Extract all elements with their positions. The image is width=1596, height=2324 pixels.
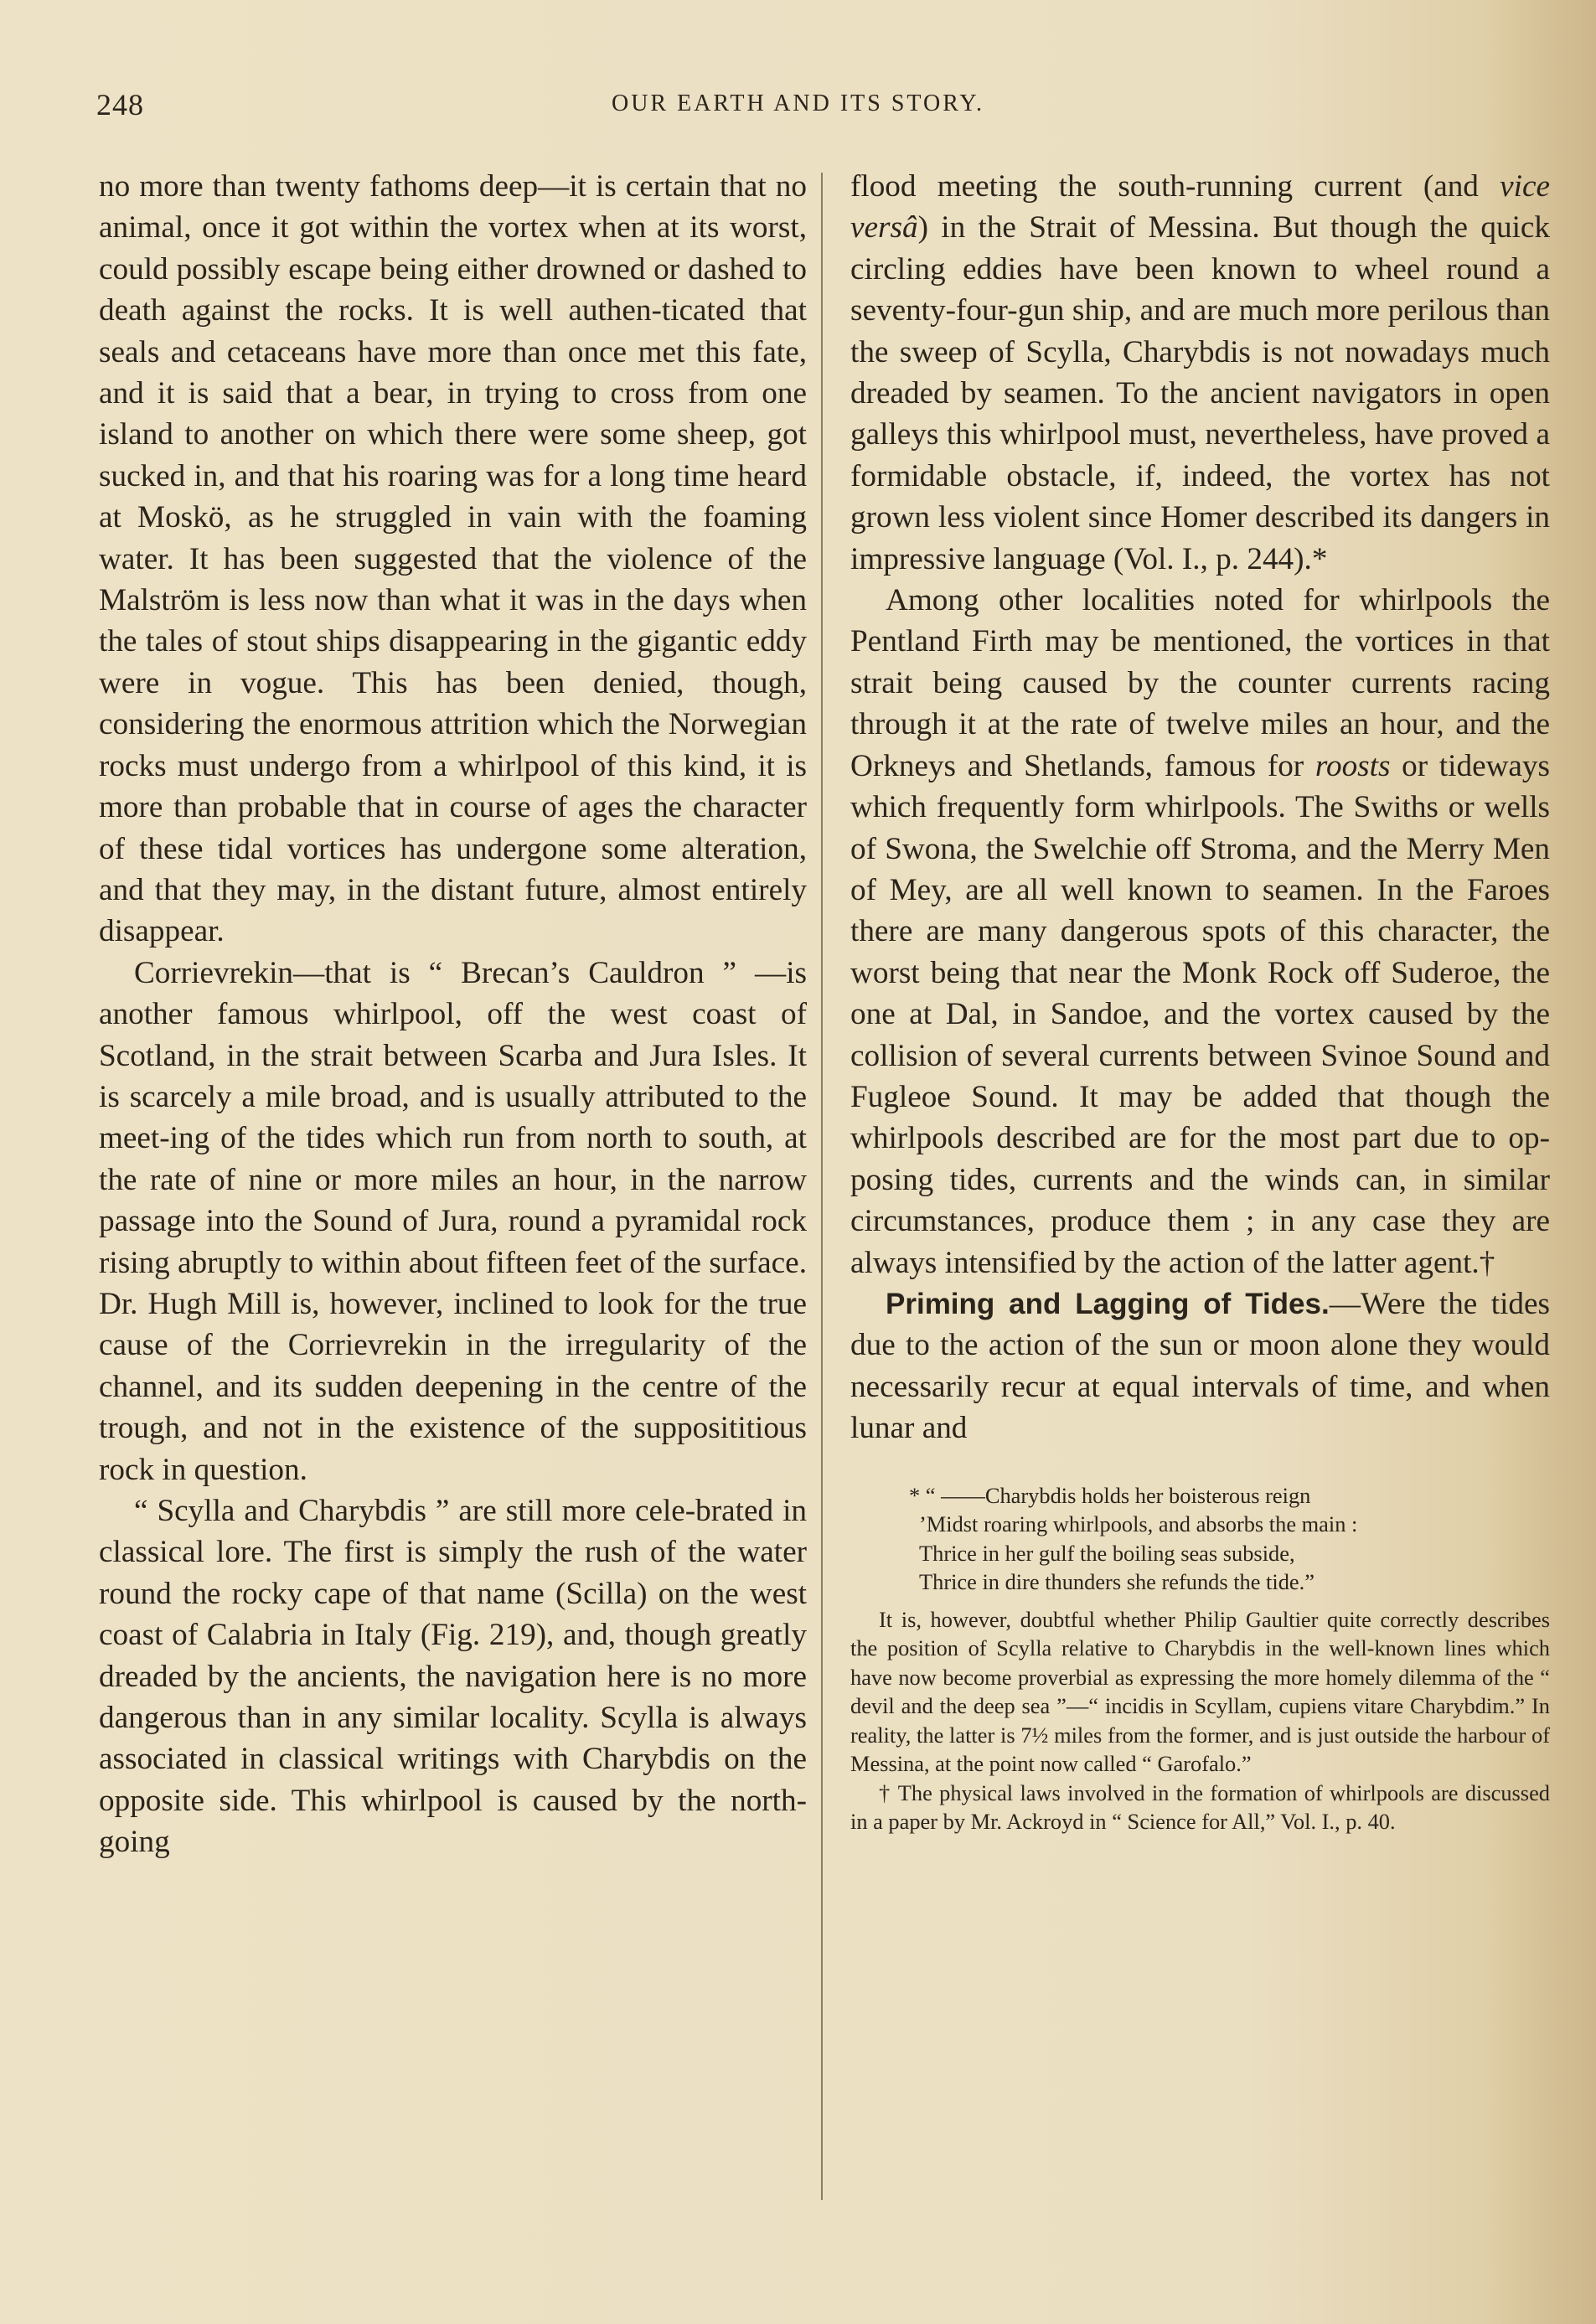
left-column <box>99 166 807 1863</box>
paragraph-other-text-b: or tideways which frequently form whirlpools. The Swiths or wells of Swona, the Swelchie off Stroma, and the Merry Men of Mey, are all well known to seamen. In the Faroes there are many dangerous spots of this character, the worst being that near the Monk Rock off Suderoe, the one at Dal, in Sandoe, and the vortex caused by the collision of several currents between Svinoe Sound and Fugleoe Sound. It may be added that though the whirlpools described are for the most part due to op-posing tides, currents and the winds can, in similar circumstances, produce them ; in any case they are always intensified by the action of the latter agent.† <box>850 748 1551 1280</box>
paragraph-other-italic: roosts <box>1315 748 1391 783</box>
paragraph-malstrom: no more than twenty fathoms deep—it is certain that no animal, once it got within the vortex when at its worst, could possibly escape being either drowned or dashed to death against the rocks. It is well authen-ticated that seals and cetaceans have more than once met this fate, and it is said that a bear, in trying to cross from one island to another on which there were some sheep, got sucked in, and that his roaring was for a long time heard at Moskö, as he struggled in vain with the foaming water. It has been suggested that the violence of the Malström is less now than what it was in the days when the tales of stout ships disappearing in the gigantic eddy were in vogue. This has been denied, though, considering the enormous attrition which the Norwegian rocks must undergo from a whirlpool of this kind, it is more than probable that in course of ages the character of these tidal vortices has undergone some alteration, and that they may, in the distant future, almost entirely disappear. <box>99 169 807 949</box>
paragraph-messina-italic: vice versâ <box>850 169 1550 245</box>
verse-line-2: ’Midst roaring whirlpools, and absorbs the main : <box>919 1511 1358 1537</box>
right-column <box>850 166 1550 1836</box>
footnote-ackroyd: † The physical laws involved in the formation of whirlpools are discussed in a paper by Mr. Ackroyd in “ Science for All,” Vol. I., p. 40. <box>850 1779 1550 1835</box>
paragraph-other-text-a: Among other localities noted for whirlpools the Pentland Firth may be mentioned, the vortices in that strait being caused by the counter currents racing through it at the rate of twelve miles an hour, and the Orkneys and Shetlands, famous for <box>850 583 1550 783</box>
page-header <box>0 80 1596 131</box>
paragraph-messina-text-b: ) in the Strait of Messina. But though the quick circling eddies have been known to wheel round a seventy-four-gun ship, and are much more perilous than the sweep of Scylla, Charybdis is not nowadays much dreaded by seamen. To the ancient navigators in open galleys this whirlpool must, nevertheless, have proved a formidable obstacle, if, indeed, the vortex has not grown less violent since Homer described its dangers in impressive language (Vol. I., p. 244).* <box>850 210 1550 576</box>
footnote-verse <box>850 1481 1550 1597</box>
paragraph-priming-text: —Were the tides due to the action of the sun or moon alone they would necessarily recur at equal intervals of time, and when lunar and <box>850 1286 1550 1446</box>
section-heading: Priming and Lagging of Tides. <box>886 1287 1330 1320</box>
paragraph-other-whirlpools <box>850 580 1550 1283</box>
paragraph-scylla-charybdis: “ Scylla and Charybdis ” are still more cele-brated in classical lore. The first is simply the rush of the water round the rocky cape of that name (Scilla) on the west coast of Calabria in Italy (Fig. 219), and, though greatly dreaded by the ancients, the navigation here is no more dangerous than in any similar locality. Scylla is always associated in classical writings with Charybdis on the opposite side. This whirlpool is caused by the north-going <box>99 1494 807 1860</box>
column-divider <box>821 173 823 2200</box>
verse-line-3: Thrice in her gulf the boiling seas subside, <box>919 1540 1295 1566</box>
verse-line-1: * “ ——Charybdis holds her boisterous reign <box>909 1482 1311 1508</box>
paragraph-messina <box>850 166 1550 580</box>
page-number: 248 <box>96 88 144 121</box>
paragraph-corrievrekin: Corrievrekin—that is “ Brecan’s Cauldron ” —is another famous whirlpool, off the west coast of Scotland, in the strait between Scarba and Jura Isles. It is scarcely a mile broad, and is usually attributed to the meet-ing of the tides which run from north to south, at the rate of nine or more miles an hour, in the narrow passage into the Sound of Jura, round a pyramidal rock rising abruptly to within about fifteen feet of the surface. Dr. Hugh Mill is, however, inclined to look for the true cause of the Corrievrekin in the irregularity of the channel, and its sudden deepening in the centre of the trough, and not in the existence of the supposititious rock in question. <box>99 955 807 1487</box>
footnotes <box>850 1481 1550 1836</box>
paragraph-messina-text-a: flood meeting the south-running current (and <box>850 169 1500 204</box>
running-title: OUR EARTH AND ITS STORY. <box>611 90 984 116</box>
verse-line-4: Thrice in dire thunders she refunds the tide.” <box>919 1569 1315 1595</box>
paragraph-priming-lagging <box>850 1283 1550 1449</box>
footnote-gaultier: It is, however, doubtful whether Philip Gaultier quite correctly describes the position of Scylla relative to Charybdis in the well-known lines which have now become proverbial as expressing the more homely dilemma of the “ devil and the deep sea ”—“ incidis in Scyllam, cupiens vitare Charybdim.” In reality, the latter is 7½ miles from the former, and is just outside the harbour of Messina, at the point now called “ Garofalo.” <box>850 1606 1550 1777</box>
